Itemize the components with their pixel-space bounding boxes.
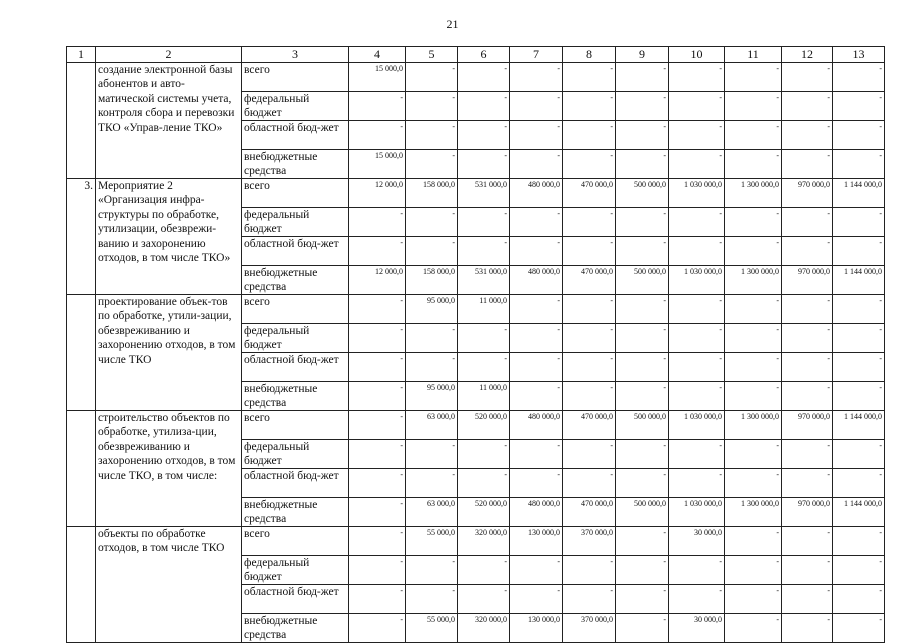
value-cell: - [406, 150, 458, 179]
value-cell: 130 000,0 [510, 614, 563, 643]
value-cell: - [510, 469, 563, 498]
value-cell: - [349, 527, 406, 556]
row-number [67, 411, 96, 527]
cat-extra: внебюджетные средства [242, 382, 349, 411]
value-cell: - [349, 498, 406, 527]
value-cell: - [669, 150, 725, 179]
value-cell: - [833, 121, 885, 150]
value-cell: - [782, 324, 833, 353]
value-cell: - [725, 527, 782, 556]
value-cell: - [669, 92, 725, 121]
cat-extra: внебюджетные средства [242, 614, 349, 643]
column-header-13: 13 [833, 47, 885, 63]
value-cell: 30 000,0 [669, 614, 725, 643]
value-cell: - [616, 63, 669, 92]
value-cell: 480 000,0 [510, 179, 563, 208]
value-cell: 1 144 000,0 [833, 179, 885, 208]
value-cell: - [406, 324, 458, 353]
value-cell: - [510, 440, 563, 469]
value-cell: 12 000,0 [349, 179, 406, 208]
cat-total: всего [242, 295, 349, 324]
value-cell: - [406, 440, 458, 469]
value-cell: - [725, 237, 782, 266]
value-cell: - [725, 614, 782, 643]
cat-federal: федеральный бюджет [242, 556, 349, 585]
value-cell: 1 030 000,0 [669, 411, 725, 440]
value-cell: - [510, 63, 563, 92]
value-cell: 1 030 000,0 [669, 266, 725, 295]
value-cell: - [725, 469, 782, 498]
cat-regional: областной бюд-жет [242, 121, 349, 150]
cat-total: всего [242, 63, 349, 92]
activity-description: создание электронной базы абонентов и авто-матической системы учета, контроля сбора и перевозки ТКО «Управ-ление ТКО» [96, 63, 242, 179]
value-cell: - [833, 469, 885, 498]
value-cell: - [833, 585, 885, 614]
value-cell: - [669, 440, 725, 469]
value-cell: 500 000,0 [616, 411, 669, 440]
value-cell: - [725, 208, 782, 237]
value-cell: - [616, 121, 669, 150]
value-cell: - [669, 469, 725, 498]
value-cell: - [349, 469, 406, 498]
cat-total: всего [242, 179, 349, 208]
value-cell: - [616, 208, 669, 237]
value-cell: - [349, 92, 406, 121]
value-cell: 480 000,0 [510, 411, 563, 440]
cat-federal: федеральный бюджет [242, 92, 349, 121]
value-cell: 63 000,0 [406, 498, 458, 527]
value-cell: - [563, 121, 616, 150]
value-cell: - [563, 382, 616, 411]
value-cell: 55 000,0 [406, 527, 458, 556]
value-cell: - [833, 208, 885, 237]
value-cell: - [616, 150, 669, 179]
value-cell: - [563, 353, 616, 382]
activity-description: объекты по обработке отходов, в том числе ТКО [96, 527, 242, 643]
value-cell: 1 300 000,0 [725, 411, 782, 440]
value-cell: 1 030 000,0 [669, 179, 725, 208]
value-cell: - [349, 585, 406, 614]
value-cell: - [349, 324, 406, 353]
column-header-3: 3 [242, 47, 349, 63]
value-cell: - [458, 92, 510, 121]
value-cell: - [406, 208, 458, 237]
column-header-2: 2 [96, 47, 242, 63]
cat-regional: областной бюд-жет [242, 237, 349, 266]
value-cell: - [782, 121, 833, 150]
value-cell: - [510, 92, 563, 121]
value-cell: - [616, 527, 669, 556]
value-cell: 12 000,0 [349, 266, 406, 295]
value-cell: - [349, 295, 406, 324]
value-cell: - [833, 92, 885, 121]
column-header-9: 9 [616, 47, 669, 63]
value-cell: - [349, 121, 406, 150]
value-cell: - [563, 440, 616, 469]
value-cell: - [833, 382, 885, 411]
value-cell: - [510, 295, 563, 324]
value-cell: 970 000,0 [782, 498, 833, 527]
value-cell: - [510, 382, 563, 411]
value-cell: 30 000,0 [669, 527, 725, 556]
value-cell: - [349, 411, 406, 440]
cat-extra: внебюджетные средства [242, 498, 349, 527]
value-cell: - [616, 614, 669, 643]
value-cell: - [510, 353, 563, 382]
value-cell: - [349, 382, 406, 411]
value-cell: - [616, 353, 669, 382]
column-header-1: 1 [67, 47, 96, 63]
value-cell: - [782, 208, 833, 237]
value-cell: 11 000,0 [458, 382, 510, 411]
value-cell: - [725, 295, 782, 324]
value-cell: 531 000,0 [458, 179, 510, 208]
value-cell: - [725, 382, 782, 411]
table-row [67, 411, 885, 440]
row-number: 3. [67, 179, 96, 295]
value-cell: - [725, 556, 782, 585]
cat-federal: федеральный бюджет [242, 324, 349, 353]
column-header-11: 11 [725, 47, 782, 63]
value-cell: 500 000,0 [616, 498, 669, 527]
value-cell: - [458, 150, 510, 179]
value-cell: - [616, 440, 669, 469]
value-cell: - [349, 440, 406, 469]
value-cell: 15 000,0 [349, 150, 406, 179]
value-cell: 1 300 000,0 [725, 266, 782, 295]
value-cell: 1 144 000,0 [833, 498, 885, 527]
table-row [67, 63, 885, 92]
value-cell: - [563, 585, 616, 614]
value-cell: - [669, 208, 725, 237]
value-cell: - [725, 324, 782, 353]
value-cell: - [406, 556, 458, 585]
value-cell: 320 000,0 [458, 527, 510, 556]
value-cell: - [616, 382, 669, 411]
value-cell: - [510, 121, 563, 150]
cat-regional: областной бюд-жет [242, 585, 349, 614]
value-cell: - [406, 121, 458, 150]
value-cell: - [458, 208, 510, 237]
value-cell: - [725, 353, 782, 382]
activity-description: Мероприятие 2 «Организация инфра-структуры по обработке, утилизации, обезврежи-ванию и захоронению отходов, в том числе ТКО» [96, 179, 242, 295]
value-cell: 520 000,0 [458, 498, 510, 527]
column-header-8: 8 [563, 47, 616, 63]
value-cell: - [563, 469, 616, 498]
column-header-7: 7 [510, 47, 563, 63]
value-cell: - [669, 324, 725, 353]
value-cell: 158 000,0 [406, 266, 458, 295]
value-cell: 480 000,0 [510, 498, 563, 527]
column-header-4: 4 [349, 47, 406, 63]
cat-total: всего [242, 527, 349, 556]
value-cell: - [616, 585, 669, 614]
value-cell: - [782, 556, 833, 585]
value-cell: - [833, 63, 885, 92]
value-cell: - [669, 353, 725, 382]
value-cell: - [782, 614, 833, 643]
value-cell: - [725, 92, 782, 121]
value-cell: - [510, 237, 563, 266]
header-row [67, 47, 885, 63]
value-cell: 500 000,0 [616, 179, 669, 208]
value-cell: - [563, 324, 616, 353]
table-row [67, 527, 885, 556]
row-number [67, 527, 96, 643]
value-cell: - [458, 469, 510, 498]
value-cell: 470 000,0 [563, 179, 616, 208]
value-cell: 63 000,0 [406, 411, 458, 440]
value-cell: 480 000,0 [510, 266, 563, 295]
value-cell: - [616, 556, 669, 585]
value-cell: 55 000,0 [406, 614, 458, 643]
value-cell: - [782, 295, 833, 324]
value-cell: - [510, 324, 563, 353]
value-cell: - [458, 440, 510, 469]
cat-extra: внебюджетные средства [242, 150, 349, 179]
value-cell: - [782, 150, 833, 179]
value-cell: 970 000,0 [782, 266, 833, 295]
value-cell: - [616, 324, 669, 353]
value-cell: - [833, 527, 885, 556]
value-cell: - [669, 63, 725, 92]
cat-federal: федеральный бюджет [242, 208, 349, 237]
value-cell: - [669, 585, 725, 614]
value-cell: - [458, 324, 510, 353]
value-cell: - [563, 295, 616, 324]
column-header-10: 10 [669, 47, 725, 63]
column-header-12: 12 [782, 47, 833, 63]
value-cell: - [782, 585, 833, 614]
value-cell: - [458, 121, 510, 150]
value-cell: 500 000,0 [616, 266, 669, 295]
value-cell: - [563, 237, 616, 266]
value-cell: - [725, 63, 782, 92]
value-cell: 470 000,0 [563, 411, 616, 440]
cat-extra: внебюджетные средства [242, 266, 349, 295]
value-cell: - [349, 353, 406, 382]
value-cell: - [510, 208, 563, 237]
value-cell: - [616, 237, 669, 266]
cat-federal: федеральный бюджет [242, 440, 349, 469]
value-cell: 1 030 000,0 [669, 498, 725, 527]
value-cell: - [563, 150, 616, 179]
value-cell: 11 000,0 [458, 295, 510, 324]
value-cell: - [833, 556, 885, 585]
value-cell: 970 000,0 [782, 411, 833, 440]
cat-regional: областной бюд-жет [242, 469, 349, 498]
value-cell: - [782, 440, 833, 469]
value-cell: 1 144 000,0 [833, 266, 885, 295]
value-cell: - [458, 63, 510, 92]
value-cell: 130 000,0 [510, 527, 563, 556]
cat-total: всего [242, 411, 349, 440]
value-cell: - [725, 121, 782, 150]
value-cell: - [833, 440, 885, 469]
column-header-5: 5 [406, 47, 458, 63]
value-cell: - [833, 150, 885, 179]
value-cell: - [406, 63, 458, 92]
value-cell: - [406, 237, 458, 266]
value-cell: - [458, 556, 510, 585]
value-cell: - [782, 92, 833, 121]
column-header-6: 6 [458, 47, 510, 63]
value-cell: 520 000,0 [458, 411, 510, 440]
value-cell: - [349, 614, 406, 643]
value-cell: - [669, 382, 725, 411]
value-cell: 531 000,0 [458, 266, 510, 295]
value-cell: 1 300 000,0 [725, 498, 782, 527]
value-cell: - [563, 208, 616, 237]
value-cell: - [669, 556, 725, 585]
value-cell: 158 000,0 [406, 179, 458, 208]
value-cell: - [563, 63, 616, 92]
value-cell: - [782, 469, 833, 498]
value-cell: 1 144 000,0 [833, 411, 885, 440]
value-cell: - [510, 556, 563, 585]
value-cell: - [725, 440, 782, 469]
row-number [67, 63, 96, 179]
value-cell: - [782, 527, 833, 556]
value-cell: - [563, 556, 616, 585]
value-cell: - [458, 237, 510, 266]
value-cell: - [563, 92, 616, 121]
value-cell: 470 000,0 [563, 498, 616, 527]
value-cell: - [349, 208, 406, 237]
value-cell: - [406, 92, 458, 121]
value-cell: - [669, 121, 725, 150]
value-cell: - [833, 614, 885, 643]
value-cell: - [833, 324, 885, 353]
value-cell: - [458, 353, 510, 382]
value-cell: 95 000,0 [406, 382, 458, 411]
value-cell: - [782, 237, 833, 266]
value-cell: 1 300 000,0 [725, 179, 782, 208]
value-cell: - [833, 353, 885, 382]
value-cell: 320 000,0 [458, 614, 510, 643]
value-cell: - [510, 585, 563, 614]
value-cell: - [458, 585, 510, 614]
value-cell: - [616, 295, 669, 324]
value-cell: - [782, 382, 833, 411]
row-number [67, 295, 96, 411]
table-row [67, 295, 885, 324]
activity-description: проектирование объек-тов по обработке, утили-зации, обезвреживанию и захоронению отходов, в том числе ТКО [96, 295, 242, 411]
value-cell: - [406, 585, 458, 614]
activity-description: строительство объектов по обработке, утилиза-ции, обезвреживанию и захоронению отходов, в том числе ТКО, в том числе: [96, 411, 242, 527]
value-cell: - [406, 353, 458, 382]
value-cell: 95 000,0 [406, 295, 458, 324]
value-cell: - [349, 237, 406, 266]
value-cell: - [782, 353, 833, 382]
value-cell: - [833, 295, 885, 324]
value-cell: - [782, 63, 833, 92]
value-cell: - [616, 92, 669, 121]
budget-table [66, 46, 885, 643]
value-cell: 370 000,0 [563, 527, 616, 556]
value-cell: - [725, 585, 782, 614]
table-row [67, 179, 885, 208]
value-cell: 470 000,0 [563, 266, 616, 295]
value-cell: 15 000,0 [349, 63, 406, 92]
value-cell: - [616, 469, 669, 498]
value-cell: - [510, 150, 563, 179]
value-cell: 370 000,0 [563, 614, 616, 643]
value-cell: 970 000,0 [782, 179, 833, 208]
value-cell: - [833, 237, 885, 266]
page-number: 21 [446, 17, 459, 31]
value-cell: - [349, 556, 406, 585]
value-cell: - [406, 469, 458, 498]
value-cell: - [725, 150, 782, 179]
value-cell: - [669, 295, 725, 324]
cat-regional: областной бюд-жет [242, 353, 349, 382]
value-cell: - [669, 237, 725, 266]
